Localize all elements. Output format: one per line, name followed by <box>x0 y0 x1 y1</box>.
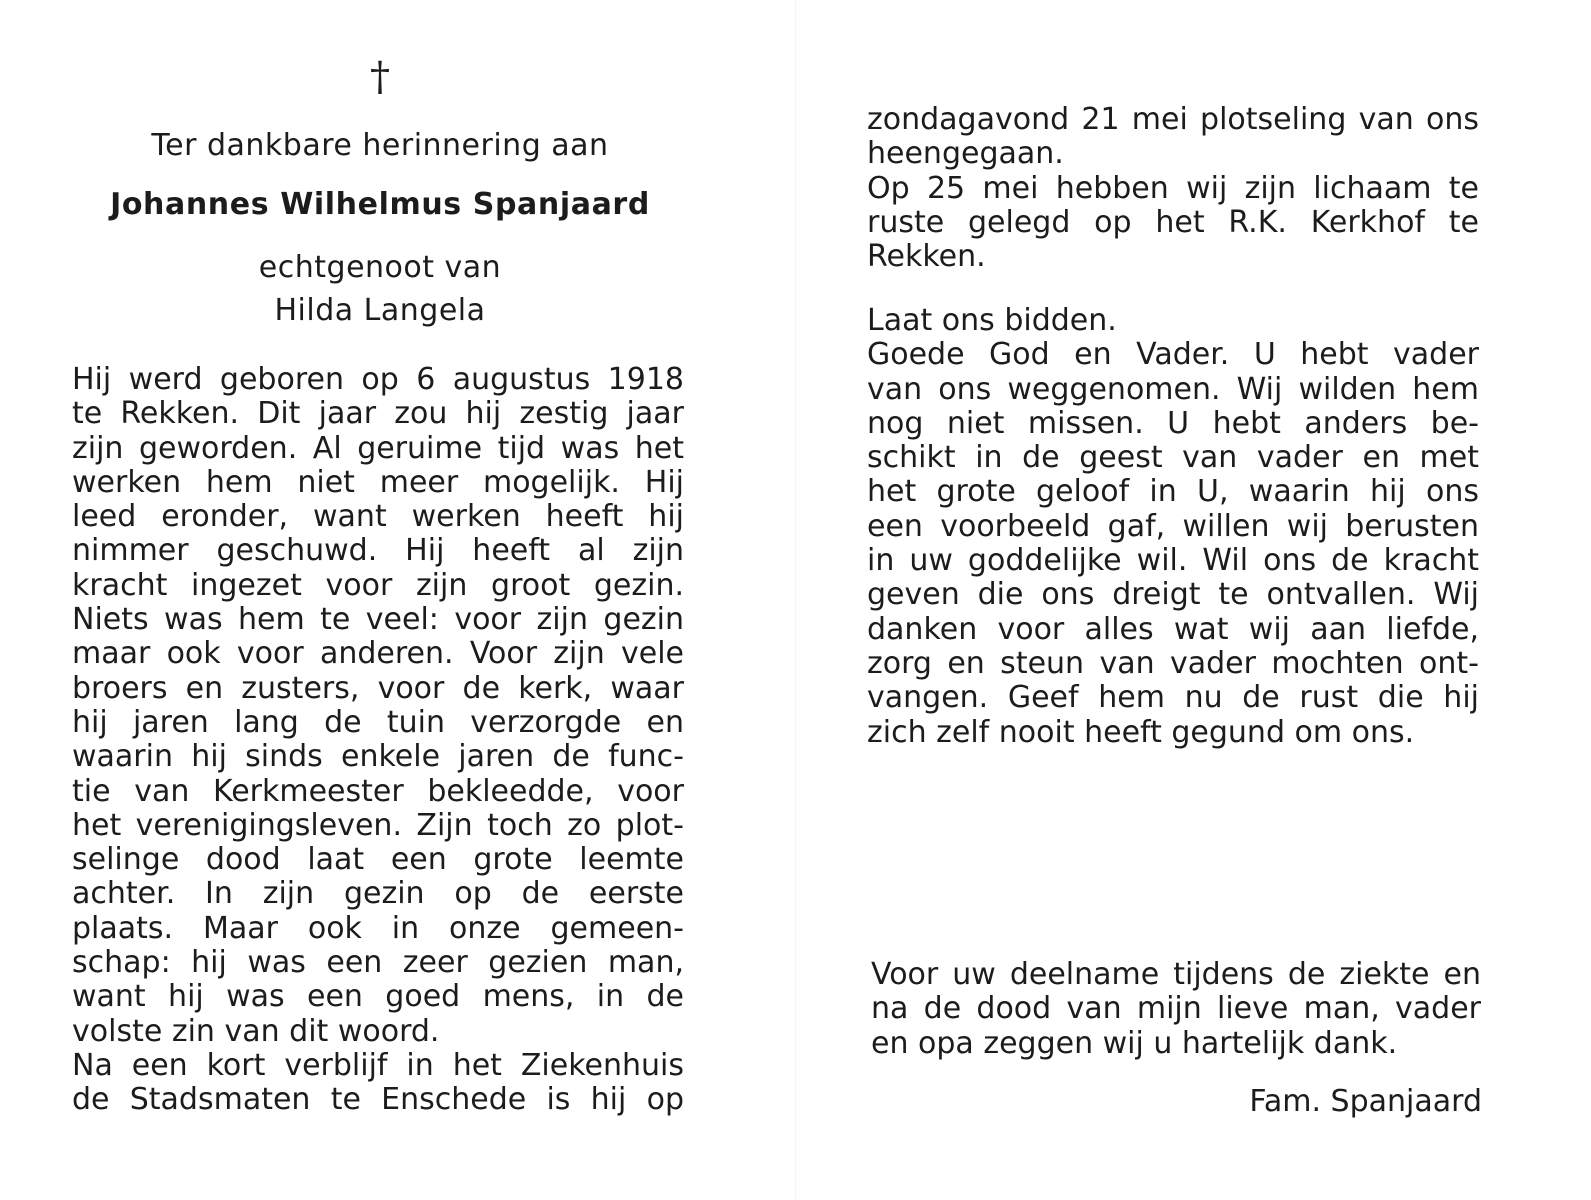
biography-line: selinge dood laat een grote leemte <box>72 842 684 878</box>
biography-line: waarin hij sinds enkele jaren de func- <box>72 739 684 775</box>
prayer-line: danken voor alles wat wij aan liefde, <box>867 611 1479 647</box>
biography-line: te Rekken. Dit jaar zou hij zestig jaar <box>72 396 684 432</box>
continuation-line: ruste gelegd op het R.K. Kerkhof te <box>867 204 1479 240</box>
biography-line: hij jaren lang de tuin verzorgde en <box>72 704 684 740</box>
biography-paragraph <box>72 363 684 1118</box>
thanks-line: na de dood van mijn lieve man, vader <box>871 991 1481 1027</box>
thanks-line: Voor uw deelname tijdens de ziekte en <box>871 957 1481 992</box>
biography-line: plaats. Maar ook in onze gemeen- <box>72 910 684 946</box>
biography-line: achter. In zijn gezin op de eerste <box>72 876 684 912</box>
prayer-line: zich zelf nooit heeft gegund om ons. <box>867 714 1415 750</box>
biography-line: tie van Kerkmeester bekleedde, voor <box>72 773 684 809</box>
memorial-card-left-page <box>0 0 795 1200</box>
prayer-line: een voorbeeld gaf, willen wij berusten <box>867 508 1479 544</box>
prayer-line: zorg en steun van vader mochten ont- <box>867 645 1479 681</box>
biography-line: want hij was een goed mens, in de <box>72 979 684 1015</box>
biography-line: werken hem niet meer mogelijk. Hij <box>72 464 684 500</box>
thanks-paragraph <box>871 958 1481 1061</box>
prayer-line: nog niet missen. U hebt anders be- <box>867 405 1479 441</box>
continuation-line: zondagavond 21 mei plotseling van ons <box>867 102 1479 137</box>
prayer-paragraph <box>867 304 1479 750</box>
biography-line: leed eronder, want werken heeft hij <box>72 499 684 535</box>
biography-line: de Stadsmaten te Enschede is hij op <box>72 1082 684 1118</box>
continuation-line: heengegaan. <box>867 136 1064 172</box>
biography-line: het verenigingsleven. Zijn toch zo plot- <box>72 807 684 843</box>
intro-line: Ter dankbare herinnering aan <box>151 128 609 163</box>
thanks-line: en opa zeggen wij u hartelijk dank. <box>871 1025 1398 1061</box>
biography-line: kracht ingezet voor zijn groot gezin. <box>72 567 684 603</box>
biography-line: nimmer geschuwd. Hij heeft al zijn <box>72 533 684 569</box>
prayer-line: vangen. Geef hem nu de rust die hij <box>867 680 1479 716</box>
prayer-line: van ons weggenomen. Wij wilden hem <box>867 371 1479 407</box>
biography-line: Na een kort verblijf in het Ziekenhuis <box>72 1047 684 1083</box>
biography-line: Niets was hem te veel: voor zijn gezin <box>72 602 684 638</box>
memorial-card-right-page <box>796 0 1591 1200</box>
biography-line: broers en zusters, voor de kerk, waar <box>72 670 684 706</box>
biography-line: Hij werd geboren op 6 augustus 1918 <box>72 362 684 397</box>
prayer-line: Goede God en Vader. U hebt vader <box>867 337 1479 373</box>
prayer-line: geven die ons dreigt te ontvallen. Wij <box>867 577 1479 613</box>
biography-line: zijn geworden. Al geruime tijd was het <box>72 430 684 466</box>
spouse-name: Hilda Langela <box>274 293 486 328</box>
prayer-line: het grote geloof in U, waarin hij ons <box>867 474 1479 510</box>
biography-line: volste zin van dit woord. <box>72 1013 440 1049</box>
spouse-label: echtgenoot van <box>258 250 502 285</box>
biography-line: schap: hij was een zeer gezien man, <box>72 945 684 981</box>
continuation-line: Rekken. <box>867 239 986 275</box>
prayer-line: schikt in de geest van vader en met <box>867 440 1479 476</box>
continuation-line: Op 25 mei hebben wij zijn lichaam te <box>867 170 1479 206</box>
cross-icon: † <box>370 54 390 100</box>
deceased-name: Johannes Wilhelmus Spanjaard <box>110 187 650 222</box>
biography-line: maar ook voor anderen. Voor zijn vele <box>72 636 684 672</box>
prayer-line: in uw goddelijke wil. Wil ons de kracht <box>867 543 1479 579</box>
family-signature: Fam. Spanjaard <box>1249 1084 1482 1119</box>
prayer-line: Laat ons bidden. <box>867 303 1117 338</box>
biography-continuation-paragraph <box>867 103 1479 274</box>
